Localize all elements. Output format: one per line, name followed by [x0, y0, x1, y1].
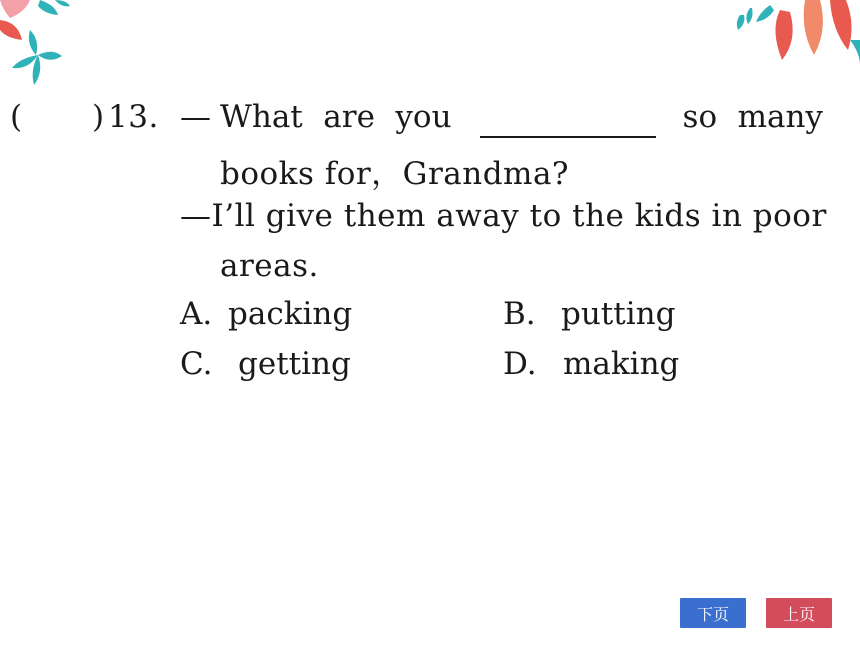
- question-line-3: —I’ll give them away to the kids in poor: [180, 198, 827, 234]
- question-line-1: [220, 99, 823, 135]
- previous-page-button[interactable]: 上页: [766, 598, 832, 628]
- next-page-button[interactable]: 下页: [680, 598, 746, 628]
- answer-paren-close: ): [92, 99, 105, 135]
- option-a: [180, 296, 352, 332]
- option-text: packing: [228, 296, 353, 332]
- floral-decoration-top-left: [0, 0, 80, 95]
- question-line-2: books for，Grandma?: [220, 156, 570, 192]
- option-letter: B.: [503, 296, 536, 332]
- word: are: [323, 99, 375, 135]
- floral-decoration-top-right: [730, 0, 860, 75]
- option-letter: C.: [180, 346, 213, 382]
- option-letter: A.: [180, 296, 213, 332]
- answer-paren-open: (: [10, 99, 23, 135]
- word: so: [682, 99, 718, 135]
- dialogue-dash: —: [180, 99, 212, 135]
- option-letter: D.: [503, 346, 537, 382]
- option-c: [180, 346, 351, 382]
- option-text: getting: [238, 346, 351, 382]
- word: you: [395, 99, 452, 135]
- word: many: [737, 99, 823, 135]
- option-text: putting: [561, 296, 676, 332]
- question-line-4: areas.: [220, 248, 319, 284]
- blank-spacer: [472, 99, 662, 135]
- option-text: making: [563, 346, 680, 382]
- answer-blank: [480, 136, 656, 138]
- word: What: [220, 99, 303, 135]
- question-number: 13.: [108, 99, 159, 135]
- option-d: [503, 346, 679, 382]
- option-b: [503, 296, 675, 332]
